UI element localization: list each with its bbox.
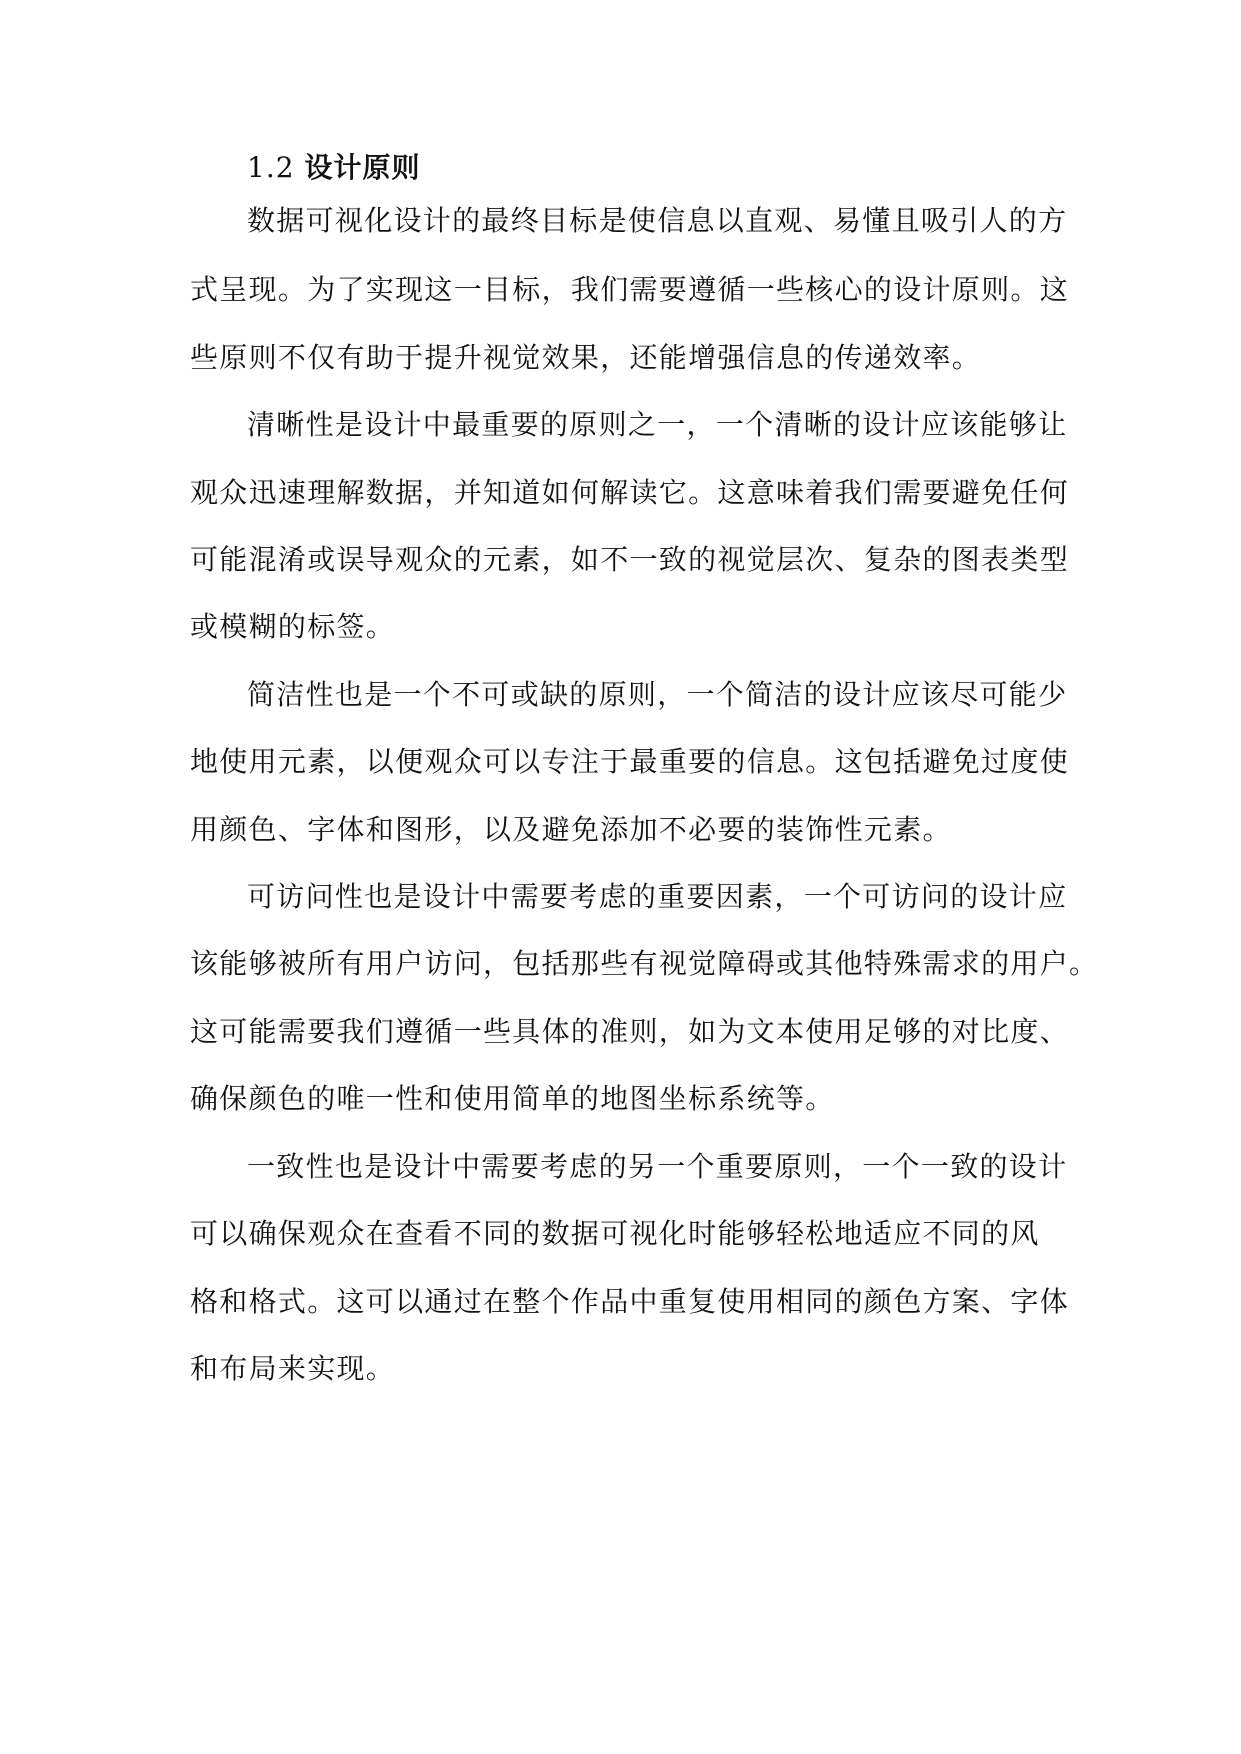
text-line: 数据可视化设计的最终目标是使信息以直观、易懂且吸引人的方 (247, 204, 1068, 237)
text-line: 可以确保观众在查看不同的数据可视化时能够轻松地适应不同的风 (190, 1217, 1040, 1250)
text-line: 格和格式。这可以通过在整个作品中重复使用相同的颜色方案、字体 (190, 1285, 1070, 1318)
text-line: 确保颜色的唯一性和使用简单的地图坐标系统等。 (190, 1082, 835, 1115)
text-line: 简洁性也是一个不可或缺的原则，一个简洁的设计应该尽可能少 (247, 678, 1068, 711)
text-line: 观众迅速理解数据，并知道如何解读它。这意味着我们需要避免任何 (190, 476, 1070, 509)
text-line: 该能够被所有用户访问，包括那些有视觉障碍或其他特殊需求的用户。 (190, 947, 1099, 980)
text-line: 可访问性也是设计中需要考虑的重要因素，一个可访问的设计应 (247, 880, 1068, 913)
text-line: 式呈现。为了实现这一目标，我们需要遵循一些核心的设计原则。这 (190, 273, 1070, 306)
text-line: 些原则不仅有助于提升视觉效果，还能增强信息的传递效率。 (190, 341, 982, 374)
section-number: 1.2 (247, 151, 295, 184)
text-line: 和布局来实现。 (190, 1352, 396, 1385)
text-line: 这可能需要我们遵循一些具体的准则，如为文本使用足够的对比度、 (190, 1015, 1070, 1048)
text-line: 用颜色、字体和图形，以及避免添加不必要的装饰性元素。 (190, 813, 952, 846)
section-heading (247, 148, 421, 188)
text-line: 一致性也是设计中需要考虑的另一个重要原则，一个一致的设计 (247, 1150, 1068, 1183)
section-title: 设计原则 (304, 151, 421, 184)
text-line: 可能混淆或误导观众的元素，如不一致的视觉层次、复杂的图表类型 (190, 543, 1070, 576)
text-line: 或模糊的标签。 (190, 610, 396, 643)
text-line: 地使用元素，以便观众可以专注于最重要的信息。这包括避免过度使 (190, 745, 1070, 778)
text-line: 清晰性是设计中最重要的原则之一，一个清晰的设计应该能够让 (247, 408, 1068, 441)
